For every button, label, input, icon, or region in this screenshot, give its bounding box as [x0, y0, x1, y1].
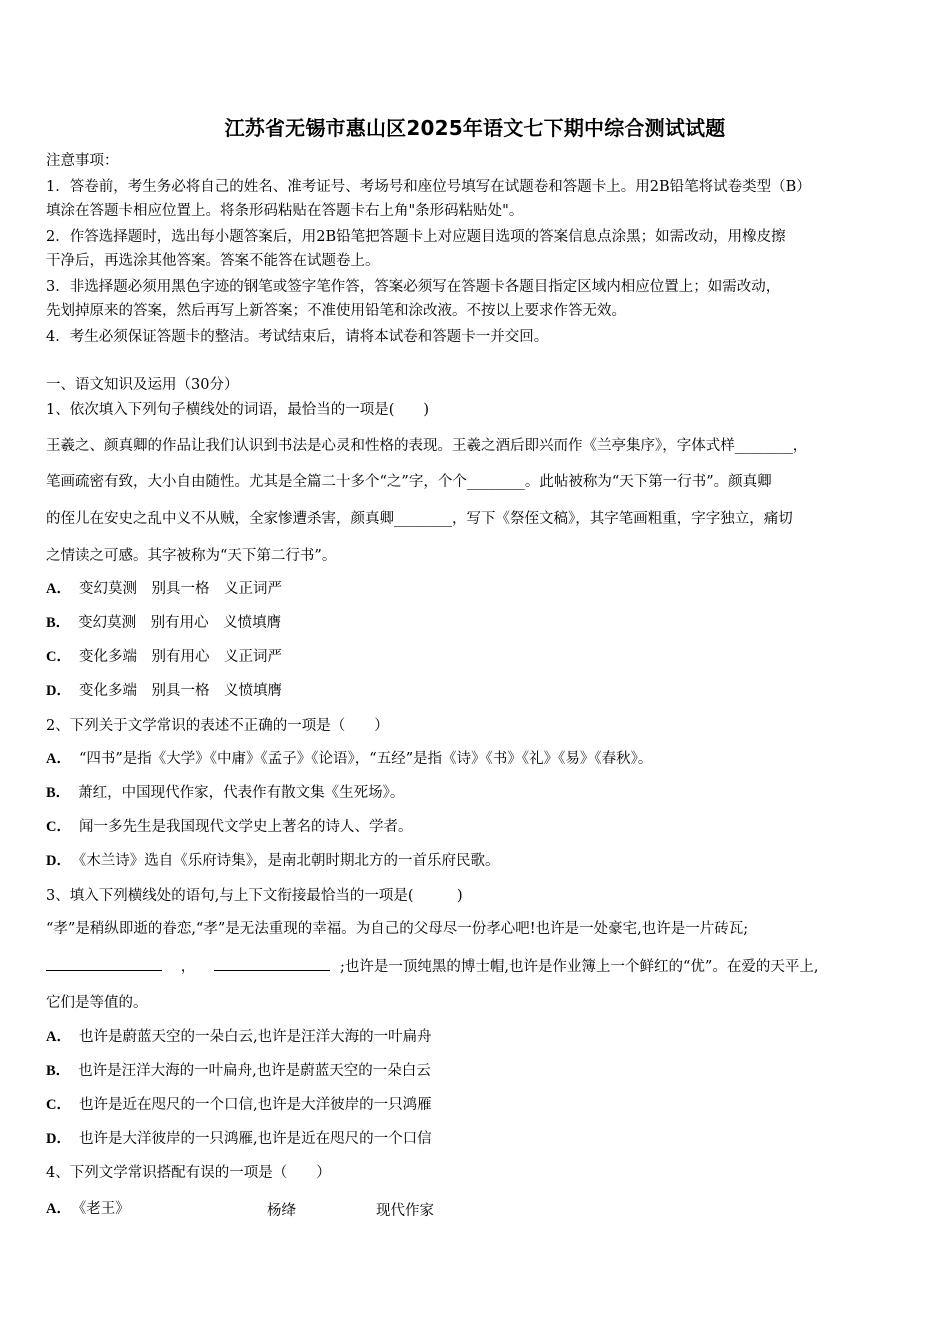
passage-line: 之情读之可感。其字被称为“天下第二行书”。	[46, 548, 337, 564]
option-text: 《木兰诗》选自《乐府诗集》，是南北朝时期北方的一首乐府民歌。	[78, 853, 500, 869]
passage-line: 王羲之、颜真卿的作品让我们认识到书法是心灵和性格的表现。王羲之酒后即兴而作《兰亭集序》，字体式样________，	[46, 438, 808, 454]
question-stem: 4、下列文学常识搭配有误的一项是（ ）	[46, 1165, 331, 1181]
answer-blank[interactable]	[214, 956, 330, 971]
notice-heading: 注意事项：	[46, 153, 119, 169]
option-letter: A．	[46, 581, 71, 597]
answer-blank[interactable]	[46, 956, 162, 971]
option-letter: B．	[46, 1063, 71, 1079]
passage-line: 的侄儿在安史之乱中义不从贼，全家惨遭杀害，颜真卿________，写下《祭侄文稿》，其字笔画粗重，字字独立，痛切	[46, 511, 793, 527]
option-letter: D．	[46, 683, 71, 699]
option-text: 也许是大洋彼岸的一只鸿雁,也许是近在咫尺的一个口信	[78, 1131, 432, 1147]
option-a[interactable]	[46, 579, 282, 599]
option-c[interactable]	[46, 1095, 432, 1115]
passage-line: 笔画疏密有致，大小自由随性。尤其是全篇二十多个“之”字，个个________。此帖被称为“天下第一行书”。颜真卿	[46, 474, 772, 490]
option-letter: A．	[46, 1201, 71, 1217]
notice-line: 先划掉原来的答案，然后再写上新答案；不准使用铅笔和涂改液。不按以上要求作答无效。	[46, 303, 626, 319]
option-letter: D．	[46, 1131, 71, 1147]
question-stem: 2、下列关于文学常识的表述不正确的一项是（ ）	[46, 718, 389, 734]
option-text: 也许是近在咫尺的一个口信,也许是大洋彼岸的一只鸿雁	[78, 1097, 432, 1113]
option-a[interactable]	[46, 1027, 432, 1047]
option-b[interactable]	[46, 1061, 431, 1081]
notice-line: 4．考生必须保证答题卡的整洁。考试结束后，请将本试卷和答题卡一并交回。	[46, 329, 549, 345]
option-letter: A．	[46, 1029, 71, 1045]
option-text: 变化多端 别有用心 义正词严	[78, 649, 282, 665]
option-work: 《老王》	[78, 1201, 130, 1217]
option-letter: B．	[46, 615, 71, 631]
comma: ，	[180, 959, 196, 975]
option-c[interactable]	[46, 647, 282, 667]
option-letter: B．	[46, 785, 71, 801]
option-a[interactable]	[46, 1199, 130, 1219]
option-text: 变幻莫测 别具一格 义正词严	[78, 581, 282, 597]
question-stem: 1、依次填入下列句子横线处的词语，最恰当的一项是( )	[46, 402, 430, 418]
passage-line: “孝”是稍纵即逝的眷恋,“孝”是无法重现的幸福。为自己的父母尽一份孝心吧!也许是一处豪宅,也许是一片砖瓦;	[46, 921, 749, 937]
option-letter: C．	[46, 649, 71, 665]
option-d[interactable]	[46, 851, 499, 871]
notice-line: 3．非选择题必须用黑色字迹的钢笔或签字笔作答，答案必须写在答题卡各题目指定区域内相应位置上；如需改动，	[46, 279, 781, 295]
option-desc: 现代作家	[376, 1203, 434, 1219]
option-d[interactable]	[46, 681, 282, 701]
option-letter: A．	[46, 751, 71, 767]
section-heading: 一、语文知识及运用（30分）	[46, 377, 239, 393]
option-author: 杨绛	[267, 1203, 296, 1219]
option-c[interactable]	[46, 817, 412, 837]
passage-line: 它们是等值的。	[46, 995, 148, 1011]
option-a[interactable]	[46, 749, 652, 769]
option-b[interactable]	[46, 613, 281, 633]
question-stem: 3、填入下列横线处的语句,与上下文衔接最恰当的一项是( )	[46, 888, 463, 904]
passage-text: ;也许是一顶纯黑的博士帽,也许是作业簿上一个鲜红的“优”。在爱的天平上,	[340, 959, 819, 975]
passage-line	[46, 956, 818, 977]
option-text: 变幻莫测 别有用心 义愤填膺	[78, 615, 282, 631]
notice-line: 1．答卷前，考生务必将自己的姓名、准考证号、考场号和座位号填写在试题卷和答题卡上。用2B铅笔将试卷类型（B）	[46, 179, 811, 195]
notice-line: 干净后，再选涂其他答案。答案不能答在试题卷上。	[46, 253, 380, 269]
option-letter: C．	[46, 819, 71, 835]
notice-line: 2．作答选择题时，选出每小题答案后，用2B铅笔把答题卡上对应题目选项的答案信息点涂黑；如需改动，用橡皮擦	[46, 229, 786, 245]
option-letter: C．	[46, 1097, 71, 1113]
option-d[interactable]	[46, 1129, 432, 1149]
option-text: 闻一多先生是我国现代文学史上著名的诗人、学者。	[78, 819, 413, 835]
option-text: 萧红，中国现代作家，代表作有散文集《生死场》。	[78, 785, 405, 801]
notice-line: 填涂在答题卡相应位置上。将条形码粘贴在答题卡右上角"条形码粘贴处"。	[46, 203, 524, 219]
option-b[interactable]	[46, 783, 404, 803]
option-letter: D．	[46, 853, 71, 869]
option-text: 也许是汪洋大海的一叶扁舟,也许是蔚蓝天空的一朵白云	[78, 1063, 431, 1079]
option-text: 变化多端 别具一格 义愤填膺	[78, 683, 282, 699]
page-title: 江苏省无锡市惠山区2025年语文七下期中综合测试试题	[224, 116, 726, 140]
option-text: 也许是蔚蓝天空的一朵白云,也许是汪洋大海的一叶扁舟	[78, 1029, 432, 1045]
option-text: “四书”是指《大学》《中庸》《孟子》《论语》，“五经”是指《诗》《书》《礼》《易》《春秋》。	[78, 751, 653, 767]
